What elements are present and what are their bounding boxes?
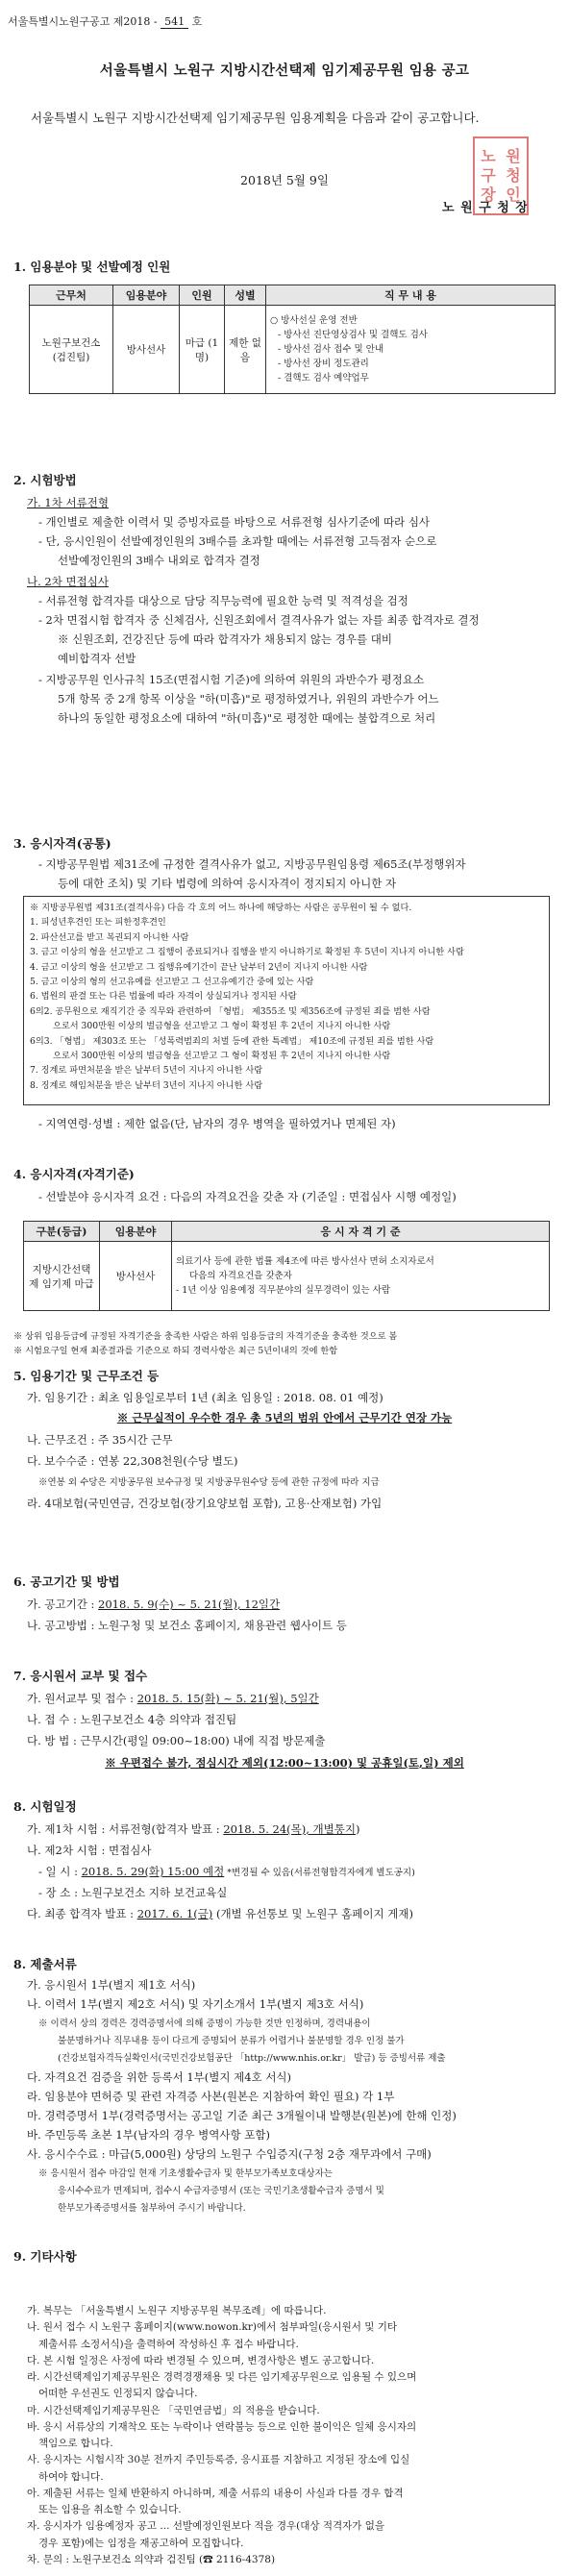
table-header-row	[24, 1222, 550, 1242]
text-line: - 2차 면접시험 합격자 중 신체검사, 신원조회에서 결격사유가 없는 자를 최종 합격자로 결정	[38, 613, 480, 627]
text-line: (건강보험자격득실확인서(국민건강보험공단 「http://www.nhis.or.kr」 발급) 등 증빙서류 제출	[58, 2053, 446, 2064]
text-line: 다. 방 법 : 근무시간(평일 09:00~18:00) 내에 직접 방문제출	[27, 1734, 326, 1747]
text-line: 사. 응시자는 시험시작 30분 전까지 주민등록증, 응시표를 지참하고 지정된 장소에 입실	[27, 2454, 410, 2466]
cell-requirements: 의료기사 등에 관한 법률 제4조에 따른 방사선사 면허 소지자로서 다음의 자격요건을 갖춘자 - 1년 이상 임용예정 직무분야의 실무경력이 있는 사람	[172, 1242, 550, 1311]
col-header: 인원	[180, 285, 225, 306]
table-row	[30, 306, 556, 394]
cell-gender: 제한 없음	[225, 306, 266, 394]
text-line: 아. 제출된 서류는 일체 반환하지 아니하며, 제출 서류의 내용이 사실과 다를 경우 합격	[27, 2487, 404, 2499]
text-line: 라. 시간선택제임기제공무원은 경력경쟁채용 및 다른 임기제공무원으로 임용될 수 있으며	[27, 2371, 417, 2383]
section-heading-7: 7. 응시원서 교부 및 접수	[13, 1669, 148, 1683]
text-line: 예비합격자 선발	[58, 652, 136, 665]
text-line: - 지방공무원법 제31조에 규정한 결격사유가 없고, 지방공무원임용령 제65조(부정행위자	[38, 857, 466, 871]
text-line: - 장 소 : 노원구보건소 지하 보건교육실	[38, 1886, 228, 1899]
list-item: 4. 금고 이상의 형을 선고받고 그 집행유예기간이 끝난 날부터 2년이 지나지 아니한 사람	[30, 961, 368, 973]
cell-field: 방사선사	[113, 306, 180, 394]
list-item: 8. 징계로 해임처분을 받은 날부터 3년이 지나지 아니한 사람	[30, 1079, 263, 1091]
text-line: 선발예정인원의 3배수 내외로 합격자 결정	[58, 554, 260, 567]
section-heading-4: 4. 응시자격(자격기준)	[13, 1167, 135, 1181]
text-line: 응시수수료가 면제되며, 접수시 수급자증명서 (또는 국민기초생활수급자 증명서 및	[58, 2186, 384, 2196]
text-line: 나. 근무조건 : 주 35시간 근무	[27, 1433, 173, 1447]
document-number	[8, 13, 202, 29]
list-item: 1. 피성년후견인 또는 피한정후견인	[30, 917, 166, 929]
qualification-notes	[13, 1329, 557, 1358]
text-line: 불분명하거나 직무내용 등이 다르게 증명되어 분류가 어렵거나 불분명할 경우 인정 불가	[58, 2036, 405, 2046]
doc-number-suffix: 호	[191, 15, 203, 28]
doc-number-prefix: 서울특별시노원구공고 제2018 -	[8, 15, 158, 28]
text-line: 책임으로 합니다.	[38, 2438, 113, 2449]
text-line: ※연봉 외 수당은 지방공무원 보수규정 및 지방공무원수당 등에 관한 규정에 따라 지급	[38, 1477, 380, 1488]
signer-name: 노 원 구 청 장	[442, 201, 529, 215]
note-line: ※ 상위 임용등급에 규정된 자격기준을 충족한 사람은 하위 임용등급의 자격기준을 충족한 것으로 봄	[13, 1331, 398, 1342]
cell-duties: ○ 방사선실 운영 전반 - 방사선 진단영상검사 및 결핵도 검사 - 방사선 검사 접수 및 안내 - 방사선 장비 정도관리 - 결핵도 검사 예약업무	[266, 306, 556, 394]
section-heading-6: 6. 공고기간 및 방법	[13, 1574, 120, 1589]
list-item: ※ 지방공무원법 제31조(결격사유) 다음 각 호의 어느 하나에 해당하는 사람은 공무원이 될 수 없다.	[30, 903, 412, 913]
col-header: 근무처	[30, 285, 113, 306]
list-item: 으로서 300만원 이상의 벌금형을 선고받고 그 형이 확정된 후 2년이 지나지 아니한 사람	[53, 1021, 391, 1032]
text-line: ※ 이력서 상의 경력은 경력증명서에 의해 증명이 가능한 것만 인정하며, 경력내용이	[38, 2019, 371, 2029]
col-header: 구분(등급)	[24, 1222, 100, 1242]
text-line: 나. 원서 접수 시 노원구 홈페이지(www.nowon.kr)에서 첨부파일(응시원서 및 기타	[27, 2321, 397, 2334]
text-line: 가. 임용기간 : 최초 임용일로부터 1년 (최초 임용일 : 2018. 08. 01 예정)	[27, 1391, 383, 1404]
text-line: 다. 자격요건 검증을 위한 등록서 1부(별지 제4호 서식)	[27, 2070, 292, 2084]
text-line: 가. 제1차 시험 : 서류전형(합격자 발표 : 2018. 5. 24(목), 개별통지)	[27, 1822, 360, 1836]
list-item: 3. 금고 이상의 형을 선고받고 그 집행이 종료되거나 집행을 받지 아니하기로 확정된 후 5년이 지나지 아니한 사람	[30, 947, 464, 958]
text-line: 다. 최종 합격자 발표 : 2017. 6. 1(금) (개별 유선통보 및 노원구 홈페이지 게재)	[27, 1907, 413, 1920]
list-item: 6의3. 「형법」 제303조 또는 「성폭력범죄의 처벌 등에 관한 특례법」 제10조에 규정된 죄를 범한 사람	[30, 1035, 434, 1047]
col-header: 응 시 자 격 기 준	[172, 1222, 550, 1242]
text-line: 또는 임용을 취소할 수 있습니다.	[38, 2504, 182, 2515]
text-line: 차. 문의 : 노원구보건소 의약과 검진팀 (☎ 2116-4378)	[27, 2553, 276, 2565]
section-heading-2: 2. 시험방법	[13, 473, 77, 487]
text-line: - 지방공무원 인사규칙 15조(면접시험 기준)에 의하여 위원의 과반수가 평정요소	[38, 673, 425, 686]
text-line: 하나의 동일한 평정요소에 대하여 "하(미흡)"로 평정한 때에는 불합격으로 처리	[58, 711, 436, 725]
list-item: 6. 법원의 판결 또는 다른 법률에 따라 자격이 상실되거나 정지된 사람	[30, 991, 297, 1003]
text-line: 가. 복무는 「서울특별시 노원구 지방공무원 복무조례」에 따릅니다.	[27, 2305, 327, 2316]
text-line: - 일 시 : 2018. 5. 29(화) 15:00 예정 *변경될 수 있음(서류전형합격자에게 별도공지)	[38, 1865, 415, 1878]
cell-count: 마급 (1명)	[180, 306, 225, 394]
disqualification-box	[23, 896, 550, 1105]
list-item: 6의2. 공무원으로 재직기간 중 직무와 관련하여 「형법」 제355조 및 제356조에 규정된 죄를 범한 사람	[30, 1005, 431, 1017]
text-line: ※ 응시원서 접수 마감일 현재 기초생활수급자 및 한부모가족보호대상자는	[38, 2168, 333, 2179]
text-line: - 지역연령·성별 : 제한 없음(단, 남자의 경우 병역을 필하였거나 면제된 자)	[38, 1117, 396, 1130]
text-line: - 선발분야 응시자격 요건 : 다음의 자격요건을 갖춘 자 (기준일 : 면접심사 시행 예정일)	[38, 1190, 457, 1203]
text-line: 마. 시간선택제임기제공무원은 「국민연금법」의 적용을 받습니다.	[27, 2404, 320, 2416]
positions-table	[29, 285, 556, 394]
text-line: 가. 1차 서류전형	[27, 496, 109, 509]
text-line: 어떠한 우선권도 인정되지 않습니다.	[38, 2388, 198, 2400]
text-line: 마. 경력증명서 1부(경력증명서는 공고일 기준 최근 3개월이내 발행분(원본)에 한해 인정)	[27, 2109, 457, 2122]
section-heading-3: 3. 응시자격(공통)	[13, 836, 111, 851]
note-line: ※ 시험요구일 현재 최종결과를 기준으로 하되 경력사항은 최근 5년이내의 것에 한함	[13, 1346, 338, 1356]
text-line: 라. 임용분야 면허증 및 관련 자격증 사본(원본은 지참하여 확인 필요) 각 1부	[27, 2090, 395, 2103]
text-line: - 단, 응시인원이 선발예정인원의 3배수를 초과할 때에는 서류전형 고득점자 순으로	[38, 534, 437, 548]
section-heading-9: 8. 제출서류	[13, 1957, 77, 1971]
col-header: 성별	[225, 285, 266, 306]
text-line: 가. 공고기간 : 2018. 5. 9(수) ~ 5. 21(월), 12일간	[27, 1598, 281, 1611]
col-header: 직 무 내 용	[266, 285, 556, 306]
list-item: 2. 파산선고를 받고 복권되지 아니한 사람	[30, 931, 189, 943]
text-line: 등에 대한 조치) 및 기타 법령에 의하여 응시자격이 정지되지 아니한 자	[58, 877, 397, 890]
text-line: 라. 4대보험(국민연금, 건강보험(장기요양보험 포함), 고용·산재보험) 가입	[27, 1497, 383, 1510]
table-header-row	[30, 285, 556, 306]
text-line: - 개인별로 제출한 이력서 및 증빙자료를 바탕으로 서류전형 심사기준에 따라 심사	[38, 515, 431, 529]
text-line: 자. 응시자가 임용예정자 공고 ... 선발예정인원보다 적을 경우(대상 적격자가 없을	[27, 2520, 385, 2533]
text-line: ※ 신원조회, 건강진단 등에 따라 합격자가 채용되지 않는 경우를 대비	[58, 632, 392, 646]
announcement-date: 2018년 5월 9일	[240, 173, 329, 187]
table-row	[24, 1242, 550, 1311]
qualification-table	[23, 1221, 550, 1311]
col-header: 임용분야	[100, 1222, 172, 1242]
section-heading-5: 5. 임용기간 및 근무조건 등	[13, 1369, 160, 1383]
text-line: - 서류전형 합격자를 대상으로 담당 직무능력에 필요한 능력 및 적격성을 검정	[38, 594, 408, 607]
text-line: 다. 본 시험 일정은 사정에 따라 변경될 수 있으며, 변경사항은 별도 공고합니다.	[27, 2354, 375, 2366]
text-line: 나. 공고방법 : 노원구청 및 보건소 홈페이지, 채용관련 웹사이트 등	[27, 1619, 347, 1632]
official-seal-stamp: 노 원 구 청 장 인	[473, 136, 529, 215]
page-title: 서울특별시 노원구 지방시간선택제 임기제공무원 임용 공고	[99, 62, 470, 79]
text-line: 가. 원서교부 및 접수 : 2018. 5. 15(화) ~ 5. 21(월), 5일간	[27, 1692, 319, 1705]
text-line: 한부모가족증명서를 첨부하여 주시기 바랍니다.	[58, 2203, 246, 2214]
text-line: 나. 접 수 : 노원구보건소 4층 의약과 접진팀	[27, 1713, 237, 1726]
doc-number-value: 541	[161, 15, 188, 29]
text-line-emphasis: ※ 근무실적이 우수한 경우 총 5년의 범위 안에서 근무기간 연장 가능	[116, 1411, 453, 1424]
cell-field: 방사선사	[100, 1242, 172, 1311]
text-line: 경우 포함)에는 임정을 재공고하여 모집합니다.	[38, 2537, 244, 2549]
text-line: 나. 제2차 시험 : 면접심사	[27, 1844, 152, 1857]
text-line: 5개 항목 중 2개 항목 이상을 "하(미흡)"로 평정하였거나, 위원의 과반수가 어느	[58, 692, 439, 706]
text-line: 바. 응시 서류상의 기재착오 또는 누락이나 연락불능 등으로 인한 불이익은 일체 응시자의	[27, 2420, 417, 2433]
cell-place: 노원구보건소 (검진팀)	[30, 306, 113, 394]
text-line: 나. 이력서 1부(별지 제2호 서식) 및 자기소개서 1부(별지 제3호 서식)	[27, 1997, 364, 2011]
list-item: 5. 금고 이상의 형의 선고유예를 선고받고 그 선고유예기간 중에 있는 사람	[30, 977, 314, 988]
section-heading-1: 1. 임용분야 및 선발예정 인원	[13, 260, 171, 274]
intro-paragraph: 서울특별시 노원구 지방시간선택제 임기제공무원 임용계획을 다음과 같이 공고합니다.	[31, 111, 480, 125]
list-item: 7. 징계로 파면처분을 받은 날부터 5년이 지나지 아니한 사람	[30, 1065, 263, 1077]
list-item: 으로서 300만원 이상의 벌금형을 선고받고 그 형이 확정된 후 2년이 지나지 아니한 사람	[53, 1051, 391, 1062]
text-line: 가. 응시원서 1부(별지 제1호 서식)	[27, 1978, 196, 1992]
text-line-emphasis: ※ 우편접수 불가, 점심시간 제외(12:00~13:00) 및 공휴일(토,일) 제외	[105, 1756, 464, 1770]
section-heading-10: 9. 기타사항	[13, 2249, 77, 2264]
col-header: 임용분야	[113, 285, 180, 306]
text-line: 다. 보수수준 : 연봉 22,308천원(수당 별도)	[27, 1454, 238, 1468]
text-line: 사. 응시수수료 : 마급(5,000원) 상당의 노원구 수입증지(구청 2층 재무과에서 구매)	[27, 2147, 432, 2161]
text-line: 바. 주민등록 초본 1부(남자의 경우 병역사항 포함)	[27, 2128, 270, 2142]
text-line: 하여야 합니다.	[38, 2470, 104, 2483]
cell-grade: 지방시간선택제 임기제 마급	[24, 1242, 100, 1311]
text-line: 제출서류 소정서식)을 출력하여 작성하신 후 접수 바랍니다.	[38, 2338, 299, 2350]
section-heading-8: 8. 시험일정	[13, 1799, 77, 1814]
text-line: 나. 2차 면접심사	[27, 575, 109, 588]
